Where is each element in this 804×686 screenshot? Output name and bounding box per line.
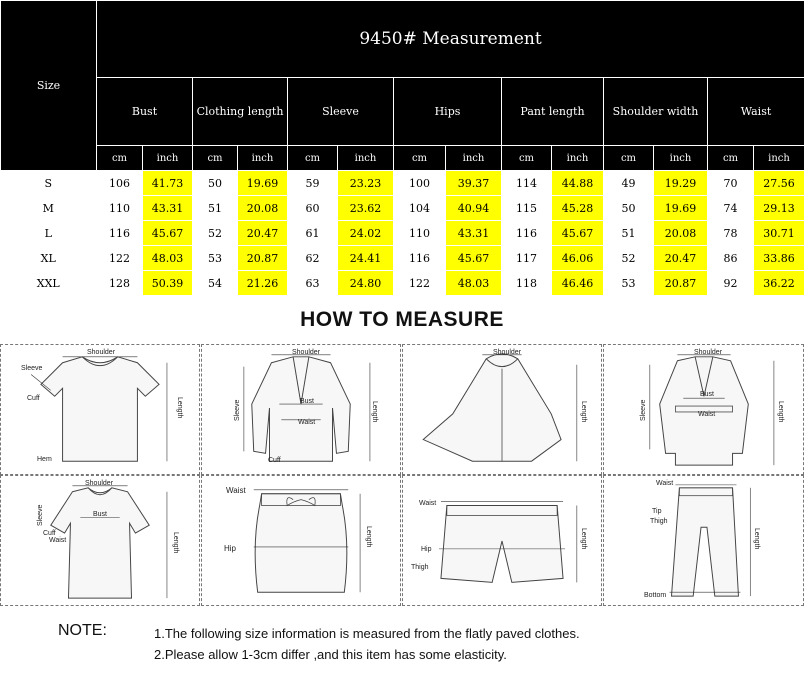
- label-waist: Waist: [698, 411, 716, 418]
- cell-inch: 46.46: [552, 271, 604, 296]
- cell-inch: 30.71: [754, 221, 804, 246]
- label-waist: Waist: [226, 486, 246, 495]
- trousers-illustration: [604, 476, 803, 605]
- cell-cm: 50: [193, 171, 238, 196]
- diagram-dress: [0, 475, 200, 606]
- cell-cm: 92: [708, 271, 754, 296]
- cell-cm: 86: [708, 246, 754, 271]
- size-label: XL: [1, 246, 97, 271]
- cell-inch: 20.47: [654, 246, 708, 271]
- cell-inch: 36.22: [754, 271, 804, 296]
- label-hip: Hip: [421, 546, 432, 553]
- label-length: Length: [580, 528, 587, 550]
- label-bottom: Bottom: [644, 592, 667, 599]
- cell-inch: 19.29: [654, 171, 708, 196]
- dress-illustration: [1, 476, 199, 605]
- cell-inch: 33.86: [754, 246, 804, 271]
- label-shoulder: Shoulder: [87, 349, 116, 356]
- cell-inch: 20.87: [654, 271, 708, 296]
- cell-inch: 19.69: [654, 196, 708, 221]
- cell-cm: 106: [97, 171, 143, 196]
- cell-inch: 43.31: [143, 196, 193, 221]
- cell-inch: 24.02: [338, 221, 394, 246]
- label-waist: Waist: [298, 419, 316, 426]
- diagram-trench-coat: [603, 344, 804, 475]
- label-length: Length: [371, 401, 378, 423]
- cell-cm: 50: [604, 196, 654, 221]
- unit-header-inch: inch: [143, 146, 193, 171]
- label-length: Length: [753, 528, 760, 550]
- size-label: XXL: [1, 271, 97, 296]
- cell-cm: 110: [97, 196, 143, 221]
- label-hem: Hem: [37, 456, 52, 463]
- measure-diagram-grid: [0, 344, 804, 606]
- size-column-header: Size: [1, 1, 97, 171]
- size-label: L: [1, 221, 97, 246]
- size-table: [0, 0, 804, 296]
- cape-coat-illustration: [403, 345, 601, 474]
- cell-cm: 51: [604, 221, 654, 246]
- cell-cm: 51: [193, 196, 238, 221]
- cell-cm: 122: [97, 246, 143, 271]
- cell-cm: 60: [288, 196, 338, 221]
- label-length: Length: [365, 526, 372, 548]
- cell-inch: 44.88: [552, 171, 604, 196]
- cell-inch: 45.67: [446, 246, 502, 271]
- cell-cm: 49: [604, 171, 654, 196]
- unit-header-cm: cm: [708, 146, 754, 171]
- shorts-illustration: [403, 476, 601, 605]
- unit-header-inch: inch: [552, 146, 604, 171]
- note-line-1: 1.The following size information is measured from the flatly paved clothes.: [154, 626, 580, 641]
- label-sleeve: Sleeve: [234, 399, 241, 421]
- header-hips: Hips: [394, 78, 502, 146]
- cell-inch: 48.03: [446, 271, 502, 296]
- cell-inch: 45.67: [143, 221, 193, 246]
- note-heading: NOTE:: [58, 622, 107, 639]
- header-sleeve: Sleeve: [288, 78, 394, 146]
- cell-inch: 45.67: [552, 221, 604, 246]
- cell-cm: 78: [708, 221, 754, 246]
- cell-inch: 45.28: [552, 196, 604, 221]
- cell-inch: 24.41: [338, 246, 394, 271]
- label-sleeve: Sleeve: [640, 399, 647, 421]
- label-length: Length: [176, 397, 183, 419]
- table-title: 9450# Measurement: [97, 1, 804, 78]
- unit-header-cm: cm: [394, 146, 446, 171]
- cell-inch: 48.03: [143, 246, 193, 271]
- unit-header-inch: inch: [338, 146, 394, 171]
- cell-cm: 52: [604, 246, 654, 271]
- cell-cm: 54: [193, 271, 238, 296]
- label-thigh: Thigh: [650, 518, 668, 525]
- unit-header-cm: cm: [97, 146, 143, 171]
- cell-inch: 29.13: [754, 196, 804, 221]
- size-label: S: [1, 171, 97, 196]
- unit-header-cm: cm: [288, 146, 338, 171]
- label-shoulder: Shoulder: [694, 349, 723, 356]
- label-bust: Bust: [300, 398, 315, 405]
- label-waist: Waist: [49, 537, 67, 544]
- cell-inch: 24.80: [338, 271, 394, 296]
- cell-cm: 63: [288, 271, 338, 296]
- diagram-tshirt: [0, 344, 200, 475]
- unit-header-inch: inch: [754, 146, 804, 171]
- cell-inch: 23.62: [338, 196, 394, 221]
- label-shoulder: Shoulder: [292, 349, 321, 356]
- cell-cm: 74: [708, 196, 754, 221]
- cell-cm: 116: [502, 221, 552, 246]
- cell-cm: 128: [97, 271, 143, 296]
- label-waist: Waist: [656, 480, 674, 487]
- label-cuff: Cuff: [268, 457, 281, 464]
- cell-inch: 46.06: [552, 246, 604, 271]
- label-waist: Waist: [419, 500, 437, 507]
- label-thigh: Thigh: [411, 564, 429, 571]
- cell-cm: 53: [193, 246, 238, 271]
- unit-header-cm: cm: [193, 146, 238, 171]
- unit-header-inch: inch: [446, 146, 502, 171]
- label-sleeve: Sleeve: [21, 365, 43, 372]
- cell-cm: 53: [604, 271, 654, 296]
- cell-cm: 116: [394, 246, 446, 271]
- label-length: Length: [777, 401, 784, 423]
- cell-cm: 118: [502, 271, 552, 296]
- label-sleeve: Sleeve: [37, 504, 44, 526]
- cell-inch: 41.73: [143, 171, 193, 196]
- cell-cm: 104: [394, 196, 446, 221]
- cell-cm: 62: [288, 246, 338, 271]
- diagram-cape-coat: [402, 344, 602, 475]
- cell-inch: 39.37: [446, 171, 502, 196]
- label-bust: Bust: [700, 391, 715, 398]
- unit-header-cm: cm: [604, 146, 654, 171]
- cell-cm: 115: [502, 196, 552, 221]
- note-line-2: 2.Please allow 1-3cm differ ,and this item has some elasticity.: [154, 647, 507, 662]
- how-to-measure-title: HOW TO MEASURE: [300, 308, 504, 331]
- diagram-jacket: [201, 344, 401, 475]
- table-row: [1, 171, 804, 196]
- cell-cm: 59: [288, 171, 338, 196]
- cell-inch: 23.23: [338, 171, 394, 196]
- header-shoulder-width: Shoulder width: [604, 78, 708, 146]
- label-length: Length: [172, 532, 179, 554]
- label-shoulder: Shoulder: [85, 480, 114, 487]
- table-row: [1, 221, 804, 246]
- cell-cm: 117: [502, 246, 552, 271]
- cell-cm: 110: [394, 221, 446, 246]
- size-label: M: [1, 196, 97, 221]
- label-shoulder: Shoulder: [493, 349, 522, 356]
- trench-coat-illustration: [604, 345, 803, 474]
- cell-inch: 20.47: [238, 221, 288, 246]
- label-cuff: Cuff: [43, 530, 56, 537]
- cell-cm: 116: [97, 221, 143, 246]
- cell-inch: 19.69: [238, 171, 288, 196]
- table-row: [1, 271, 804, 296]
- label-length: Length: [580, 401, 587, 423]
- cell-inch: 40.94: [446, 196, 502, 221]
- cell-cm: 122: [394, 271, 446, 296]
- header-bust: Bust: [97, 78, 193, 146]
- table-row: [1, 196, 804, 221]
- unit-header-cm: cm: [502, 146, 552, 171]
- cell-cm: 52: [193, 221, 238, 246]
- cell-inch: 20.08: [238, 196, 288, 221]
- label-bust: Bust: [93, 511, 108, 518]
- cell-cm: 100: [394, 171, 446, 196]
- diagram-shorts: [402, 475, 602, 606]
- header-clothing-length: Clothing length: [193, 78, 288, 146]
- cell-inch: 43.31: [446, 221, 502, 246]
- unit-header-inch: inch: [238, 146, 288, 171]
- cell-cm: 70: [708, 171, 754, 196]
- diagram-skirt: [201, 475, 401, 606]
- cell-cm: 61: [288, 221, 338, 246]
- header-waist: Waist: [708, 78, 804, 146]
- cell-inch: 50.39: [143, 271, 193, 296]
- cell-inch: 21.26: [238, 271, 288, 296]
- label-cuff: Cuff: [27, 395, 40, 402]
- table-row: [1, 246, 804, 271]
- cell-inch: 20.87: [238, 246, 288, 271]
- unit-header-inch: inch: [654, 146, 708, 171]
- cell-cm: 114: [502, 171, 552, 196]
- cell-inch: 27.56: [754, 171, 804, 196]
- cell-inch: 20.08: [654, 221, 708, 246]
- label-hip: Hip: [224, 544, 237, 553]
- diagram-trousers: [603, 475, 804, 606]
- label-tip: Tip: [652, 508, 662, 515]
- header-pant-length: Pant length: [502, 78, 604, 146]
